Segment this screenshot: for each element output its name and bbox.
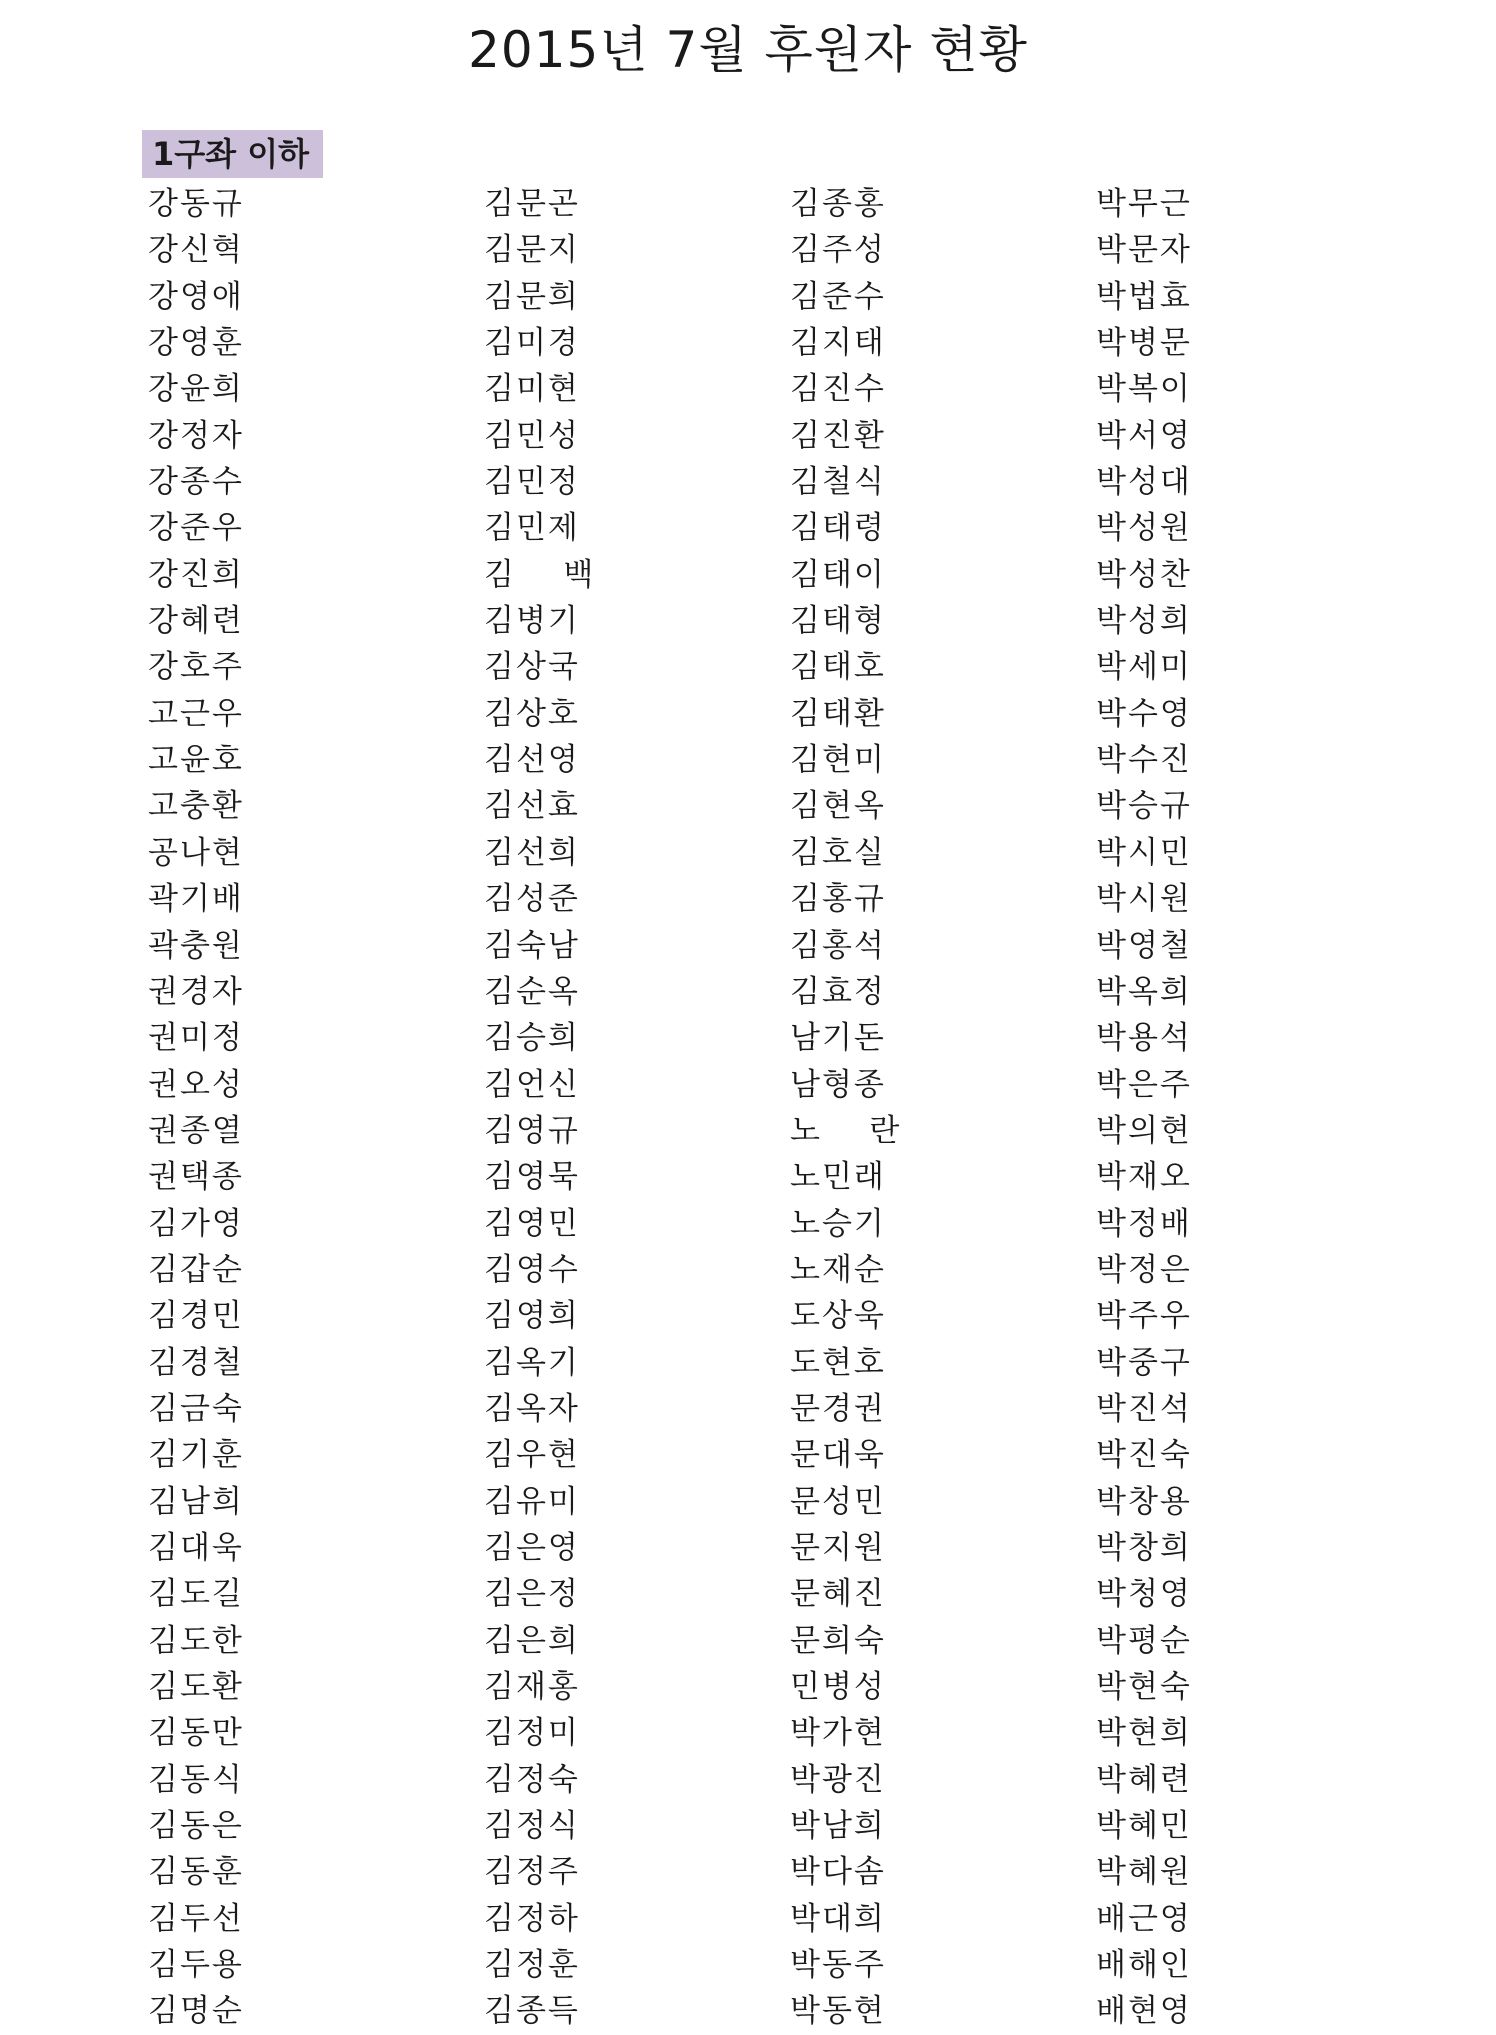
- donor-name: 박용석: [1096, 1020, 1192, 1057]
- donor-name: 박시원: [1096, 881, 1192, 918]
- donor-name: 김대욱: [148, 1529, 244, 1566]
- donor-name: 김미경: [484, 325, 580, 362]
- donor-name: 박병문: [1096, 325, 1192, 362]
- donor-name: 김재홍: [484, 1669, 580, 1705]
- donor-name: 박창용: [1096, 1483, 1192, 1520]
- donor-name: 강정자: [148, 417, 244, 454]
- donor-name: 권미정: [148, 1020, 244, 1057]
- section-label: 1구좌 이하: [142, 130, 323, 178]
- donor-name: 고충환: [148, 788, 244, 825]
- page-title: 2015년 7월 후원자 현황: [468, 21, 1028, 79]
- donor-name: 김홍석: [790, 927, 886, 964]
- donor-name: 김현미: [790, 742, 886, 779]
- donor-name: 김주성: [790, 232, 886, 269]
- donor-name: 박중구: [1096, 1344, 1192, 1381]
- donor-name: 김동훈: [148, 1854, 244, 1891]
- donor-name: 박정은: [1096, 1251, 1192, 1288]
- donor-name: 김정미: [484, 1715, 580, 1752]
- donor-name: 박성희: [1096, 603, 1192, 640]
- donor-name: 김옥기: [484, 1344, 580, 1381]
- donor-name: 박재오: [1096, 1159, 1192, 1196]
- donor-name: 박영철: [1096, 927, 1192, 964]
- donor-name: 김남희: [148, 1483, 244, 1520]
- donor-name: 김종득: [484, 1993, 580, 2030]
- donor-name: 박서영: [1096, 417, 1192, 454]
- donor-name: 강윤희: [148, 371, 244, 408]
- donor-name: 도상욱: [790, 1298, 886, 1335]
- donor-name: 박창희: [1096, 1529, 1192, 1566]
- donor-name: 김영희: [484, 1298, 580, 1335]
- donor-name: 박옥희: [1096, 973, 1192, 1010]
- donor-name: 남형종: [790, 1066, 886, 1103]
- donor-name: 배해인: [1096, 1947, 1192, 1984]
- donor-name: 김선효: [484, 788, 580, 825]
- donor-name: 김동만: [148, 1715, 244, 1752]
- donor-name: 박진석: [1096, 1390, 1192, 1427]
- donor-name: 김정식: [484, 1808, 580, 1845]
- donor-name: 김종홍: [790, 186, 886, 222]
- donor-name: 박성대: [1096, 464, 1192, 501]
- donor-name: 박정배: [1096, 1205, 1192, 1242]
- donor-name: 김정하: [484, 1900, 580, 1937]
- donor-name: 김성준: [484, 881, 580, 918]
- donor-name: 박현숙: [1096, 1669, 1192, 1705]
- donor-name: 김상호: [484, 695, 580, 732]
- donor-name: 배현영: [1096, 1993, 1192, 2030]
- donor-name: 김문곤: [484, 186, 580, 222]
- donor-name: 박혜민: [1096, 1808, 1192, 1845]
- donor-name: 김두용: [148, 1947, 244, 1984]
- donor-name: 김태령: [790, 510, 886, 547]
- donor-name: 김동식: [148, 1761, 244, 1798]
- donor-name: 박문자: [1096, 232, 1192, 269]
- donor-name: 김 백: [484, 556, 596, 593]
- donor-name: 권종열: [148, 1112, 244, 1149]
- donor-name: 문성민: [790, 1483, 886, 1520]
- donor-name: 김명순: [148, 1993, 244, 2030]
- donor-name: 김옥자: [484, 1390, 580, 1427]
- donor-name: 김문희: [484, 278, 580, 315]
- donor-name: 강신혁: [148, 232, 244, 269]
- donor-name: 박은주: [1096, 1066, 1192, 1103]
- donor-name: 박다솜: [790, 1854, 886, 1891]
- donor-name: 김민제: [484, 510, 580, 547]
- donor-name: 박수진: [1096, 742, 1192, 779]
- donor-name: 김태호: [790, 649, 886, 686]
- donor-name: 김상국: [484, 649, 580, 686]
- donor-name: 김문지: [484, 232, 580, 269]
- donor-name: 김호실: [790, 834, 886, 871]
- donor-name: 노 란: [790, 1112, 902, 1149]
- donor-name: 박남희: [790, 1808, 886, 1845]
- donor-name: 김정훈: [484, 1947, 580, 1984]
- donor-name: 강호주: [148, 649, 244, 686]
- donor-name: 김정주: [484, 1854, 580, 1891]
- donor-name: 박동주: [790, 1947, 886, 1984]
- donor-name: 김준수: [790, 278, 886, 315]
- donor-name: 김순옥: [484, 973, 580, 1010]
- donor-name: 권오성: [148, 1066, 244, 1103]
- donor-name: 김영묵: [484, 1159, 580, 1196]
- donor-name: 강영훈: [148, 325, 244, 362]
- donor-name: 김은영: [484, 1529, 580, 1566]
- donor-name: 김은정: [484, 1576, 580, 1613]
- donor-name: 김선영: [484, 742, 580, 779]
- donor-name: 문대욱: [790, 1437, 886, 1474]
- donor-name: 박평순: [1096, 1622, 1192, 1659]
- name-column-1: [148, 181, 244, 2035]
- donor-name: 박청영: [1096, 1576, 1192, 1613]
- donor-name: 박의현: [1096, 1112, 1192, 1149]
- donor-name: 김지태: [790, 325, 886, 362]
- donor-name: 김영민: [484, 1205, 580, 1242]
- donor-name: 김기훈: [148, 1437, 244, 1474]
- donor-name: 고근우: [148, 695, 244, 732]
- donor-name: 박혜원: [1096, 1854, 1192, 1891]
- donor-name: 박진숙: [1096, 1437, 1192, 1474]
- donor-name: 김민정: [484, 464, 580, 501]
- donor-name: 강준우: [148, 510, 244, 547]
- donor-name: 박성찬: [1096, 556, 1192, 593]
- name-column-2: [484, 181, 595, 2035]
- donor-name: 김진수: [790, 371, 886, 408]
- donor-name: 강혜련: [148, 603, 244, 640]
- donor-name: 박대희: [790, 1900, 886, 1937]
- donor-name: 박혜련: [1096, 1761, 1192, 1798]
- donor-name: 강종수: [148, 464, 244, 501]
- donor-name: 강동규: [148, 186, 244, 222]
- donor-name: 김갑순: [148, 1251, 244, 1288]
- donor-name: 김태이: [790, 556, 886, 593]
- donor-name: 박복이: [1096, 371, 1192, 408]
- donor-name: 박현희: [1096, 1715, 1192, 1752]
- donor-name: 김언신: [484, 1066, 580, 1103]
- donor-name: 문경권: [790, 1390, 886, 1427]
- donor-name: 김동은: [148, 1808, 244, 1845]
- donor-name: 김우현: [484, 1437, 580, 1474]
- donor-name: 김미현: [484, 371, 580, 408]
- name-column-4: [1096, 181, 1192, 2035]
- donor-name: 문혜진: [790, 1576, 886, 1613]
- donor-name: 도현호: [790, 1344, 886, 1381]
- donor-name: 공나현: [148, 834, 244, 871]
- donor-name: 김유미: [484, 1483, 580, 1520]
- donor-name: 박광진: [790, 1761, 886, 1798]
- donor-name: 권경자: [148, 973, 244, 1010]
- donor-name: 김도길: [148, 1576, 244, 1613]
- donor-name: 김병기: [484, 603, 580, 640]
- donor-name: 김도한: [148, 1622, 244, 1659]
- donor-name: 김진환: [790, 417, 886, 454]
- donor-name: 박동현: [790, 1993, 886, 2030]
- donor-name: 노민래: [790, 1159, 886, 1196]
- donor-name: 박시민: [1096, 834, 1192, 871]
- donor-name: 강영애: [148, 278, 244, 315]
- donor-name: 남기돈: [790, 1020, 886, 1057]
- donor-name: 김경철: [148, 1344, 244, 1381]
- donor-name: 김승희: [484, 1020, 580, 1057]
- donor-name: 노승기: [790, 1205, 886, 1242]
- donor-name: 민병성: [790, 1669, 886, 1705]
- donor-name: 김태환: [790, 695, 886, 732]
- donor-name: 김두선: [148, 1900, 244, 1937]
- donor-name: 노재순: [790, 1251, 886, 1288]
- donor-name: 김철식: [790, 464, 886, 501]
- donor-name: 박승규: [1096, 788, 1192, 825]
- donor-name: 곽기배: [148, 881, 244, 918]
- donor-name: 박수영: [1096, 695, 1192, 732]
- donor-name: 김가영: [148, 1205, 244, 1242]
- donor-name: 김민성: [484, 417, 580, 454]
- donor-name: 김금숙: [148, 1390, 244, 1427]
- donor-name: 강진희: [148, 556, 244, 593]
- donor-name: 김도환: [148, 1669, 244, 1705]
- donor-name: 김은희: [484, 1622, 580, 1659]
- donor-name: 김현옥: [790, 788, 886, 825]
- donor-name: 고윤호: [148, 742, 244, 779]
- donor-name: 김홍규: [790, 881, 886, 918]
- donor-name: 김영수: [484, 1251, 580, 1288]
- donor-name: 김경민: [148, 1298, 244, 1335]
- donor-name: 김정숙: [484, 1761, 580, 1798]
- donor-name: 김숙남: [484, 927, 580, 964]
- donor-name: 김효정: [790, 973, 886, 1010]
- donor-name: 곽충원: [148, 927, 244, 964]
- donor-name: 문지원: [790, 1529, 886, 1566]
- donor-name: 박주우: [1096, 1298, 1192, 1335]
- name-column-3: [790, 181, 901, 2035]
- donor-name: 문희숙: [790, 1622, 886, 1659]
- donor-name: 배근영: [1096, 1900, 1192, 1937]
- donor-name: 박법효: [1096, 278, 1192, 315]
- donor-name: 박세미: [1096, 649, 1192, 686]
- donor-name: 박무근: [1096, 186, 1192, 222]
- donor-name: 박성원: [1096, 510, 1192, 547]
- donor-name: 김영규: [484, 1112, 580, 1149]
- donor-name: 권택종: [148, 1159, 244, 1196]
- donor-name: 김태형: [790, 603, 886, 640]
- donor-name: 김선희: [484, 834, 580, 871]
- donor-name: 박가현: [790, 1715, 886, 1752]
